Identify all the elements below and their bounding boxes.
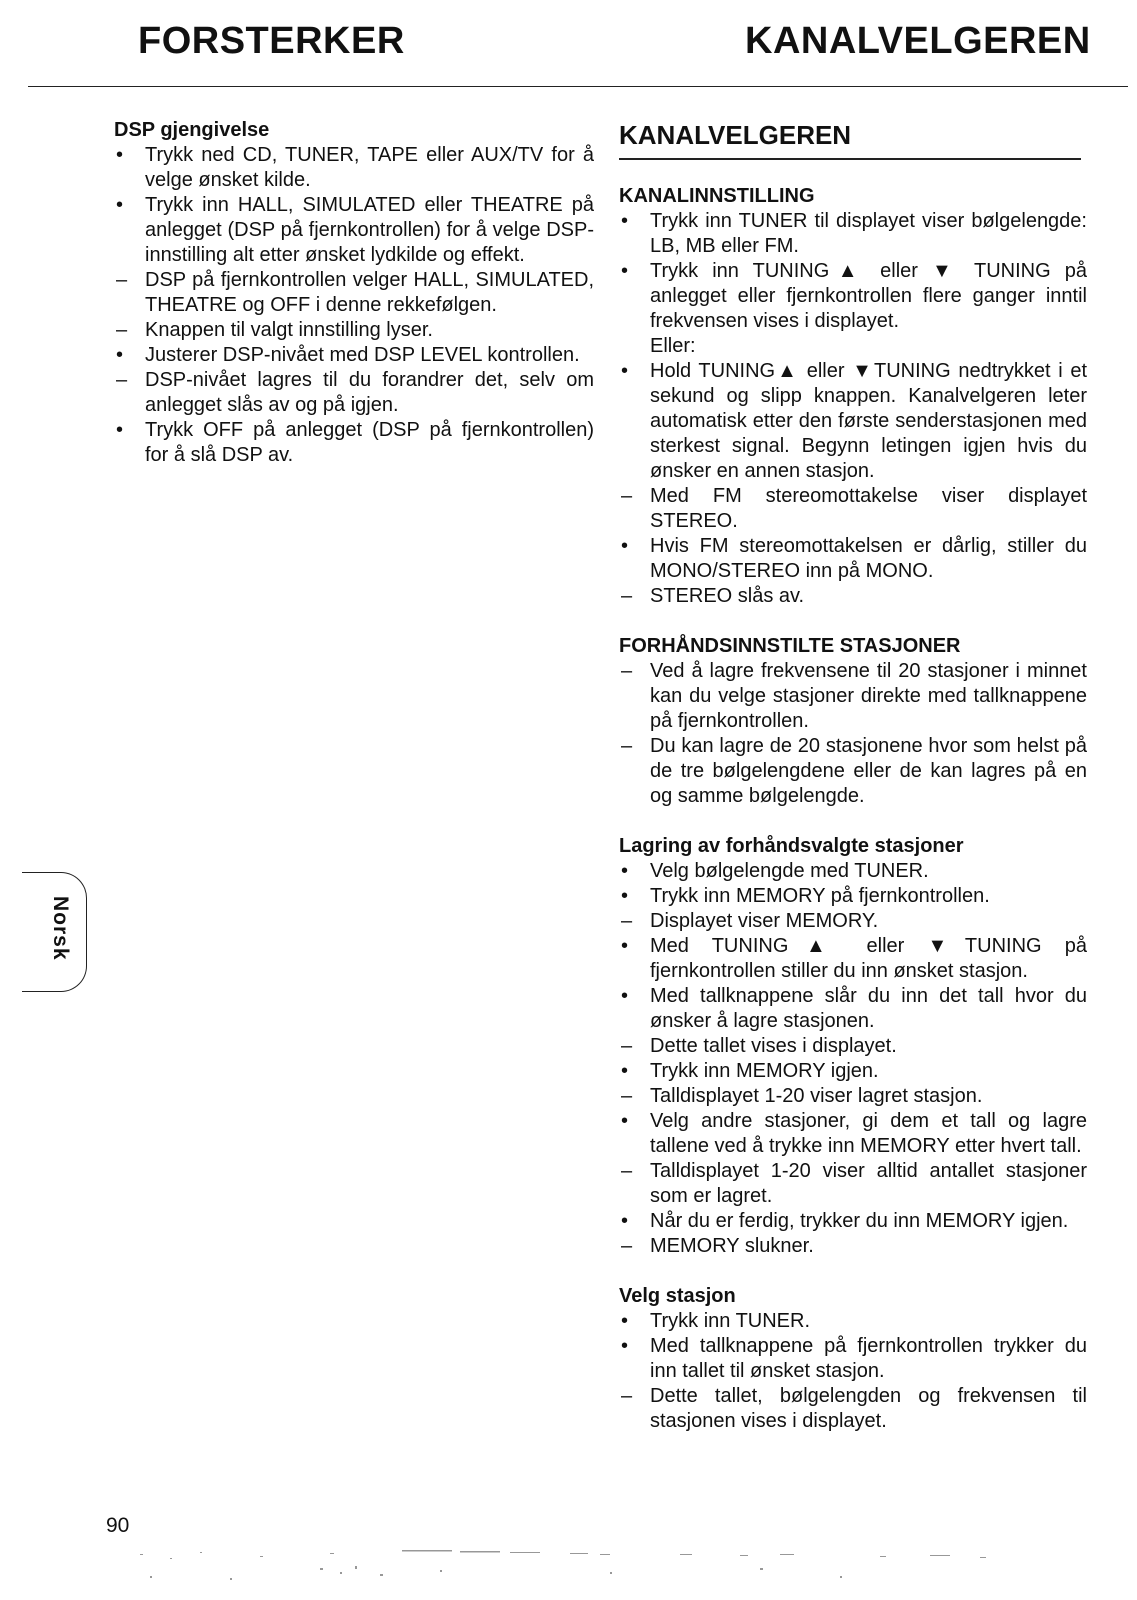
list-item-text: MEMORY slukner. [650, 1235, 814, 1257]
list-item [619, 859, 1087, 884]
list-item [114, 268, 594, 318]
list-item [114, 368, 594, 418]
list-item-text: Trykk inn TUNER. [650, 1310, 811, 1332]
list-marker: – [621, 485, 633, 507]
list-item-text: Velg andre stasjoner, gi dem et tall og lagre tallene ved å trykke inn MEMORY etter hvert tall. [650, 1110, 1087, 1157]
list-item-text: Talldisplayet 1-20 viser alltid antallet stasjoner som er lagret. [650, 1160, 1087, 1207]
list-marker: • [621, 1110, 629, 1132]
list-marker: – [621, 1385, 633, 1407]
list-item-text: Med tallknappene slår du inn det tall hvor du ønsker å lagre stasjonen. [650, 985, 1087, 1032]
list-item [619, 1309, 1087, 1334]
list-item-text: Trykk OFF på anlegget (DSP på fjernkontrollen) for å slå DSP av. [145, 419, 594, 466]
section-title-rule [619, 158, 1081, 160]
list-item [619, 209, 1087, 259]
lagring-block [619, 834, 1087, 1259]
list-marker: • [621, 360, 629, 382]
list-marker: • [621, 210, 629, 232]
list-item [619, 734, 1087, 809]
list-item-text: Med TUNING▲ eller ▼TUNING på fjernkontrollen stiller du inn ønsket stasjon. [650, 935, 1087, 982]
list-item [114, 418, 594, 468]
list-item-text: Hvis FM stereomottakelsen er dårlig, stiller du MONO/STEREO inn på MONO. [650, 535, 1087, 582]
kanalinnstilling-block [619, 184, 1087, 609]
list-item [619, 1384, 1087, 1434]
list-item [114, 193, 594, 268]
list-marker: • [621, 260, 629, 282]
list-item-text: Dette tallet vises i displayet. [650, 1035, 897, 1057]
list-item [619, 1234, 1087, 1259]
header-right-title: KANALVELGEREN [745, 20, 1091, 62]
list-marker: • [621, 935, 629, 957]
dsp-list [114, 143, 594, 468]
list-marker: – [116, 369, 128, 391]
list-marker: – [621, 910, 633, 932]
list-item-text: Justerer DSP-nivået med DSP LEVEL kontrollen. [145, 344, 580, 366]
list-item-text: Displayet viser MEMORY. [650, 910, 879, 932]
velg-stasjon-block [619, 1284, 1087, 1434]
list-item [619, 1059, 1087, 1084]
list-item-text: Trykk inn MEMORY på fjernkontrollen. [650, 885, 990, 907]
list-item-text: Eller: [650, 335, 696, 357]
list-marker: • [116, 194, 124, 216]
list-item [619, 334, 1087, 359]
list-item [114, 343, 594, 368]
list-marker: – [116, 269, 128, 291]
kanalinnstilling-list [619, 209, 1087, 609]
list-item-text: Med tallknappene på fjernkontrollen trykker du inn tallet til ønsket stasjon. [650, 1335, 1087, 1382]
list-item [619, 909, 1087, 934]
list-marker: – [621, 1035, 633, 1057]
list-item [619, 884, 1087, 909]
dsp-heading: DSP gjengivelse [114, 119, 270, 141]
list-marker: • [621, 1310, 629, 1332]
header-rule [28, 86, 1128, 87]
list-item [619, 1084, 1087, 1109]
list-item [619, 934, 1087, 984]
list-item [619, 484, 1087, 534]
list-marker: • [621, 860, 629, 882]
list-item [619, 1034, 1087, 1059]
list-item [619, 259, 1087, 334]
list-item-text: Med FM stereomottakelse viser displayet STEREO. [650, 485, 1087, 532]
list-item [619, 534, 1087, 584]
scan-noise-decoration [140, 1548, 1020, 1588]
list-marker: • [621, 985, 629, 1007]
lagring-list [619, 859, 1087, 1259]
list-marker: – [621, 585, 633, 607]
forhandsinnstilte-block [619, 634, 1087, 809]
list-marker: – [621, 1085, 633, 1107]
section-title: KANALVELGEREN [619, 120, 852, 150]
list-marker: • [621, 1210, 629, 1232]
right-column [619, 118, 1087, 1459]
list-item [619, 359, 1087, 484]
left-column [114, 118, 594, 468]
list-item-text: Trykk inn MEMORY igjen. [650, 1060, 879, 1082]
list-item-text: Ved å lagre frekvensene til 20 stasjoner i minnet kan du velge stasjoner direkte med tallknappene på fjernkontrollen. [650, 660, 1087, 732]
list-item-text: Knappen til valgt innstilling lyser. [145, 319, 433, 341]
lagring-heading: Lagring av forhåndsvalgte stasjoner [619, 835, 964, 857]
list-marker: • [116, 344, 124, 366]
list-item-text: Trykk inn TUNING▲ eller ▼ TUNING på anlegget eller fjernkontrollen flere ganger inntil frekvensen vises i displayet. [650, 260, 1087, 332]
list-item-text: Når du er ferdig, trykker du inn MEMORY igjen. [650, 1210, 1069, 1232]
list-item [619, 1109, 1087, 1159]
list-item-text: Trykk inn HALL, SIMULATED eller THEATRE på anlegget (DSP på fjernkontrollen) for å velge DSP-innstilling alt etter ønsket lydkilde og effekt. [145, 194, 594, 266]
list-item [619, 984, 1087, 1034]
list-marker: – [621, 1160, 633, 1182]
list-marker: • [621, 885, 629, 907]
forhandsinnstilte-heading: FORHÅNDSINNSTILTE STASJONER [619, 635, 961, 657]
list-item [114, 143, 594, 193]
list-marker: – [621, 1235, 633, 1257]
list-item-text: STEREO slås av. [650, 585, 805, 607]
list-marker: • [116, 419, 124, 441]
list-marker: • [621, 1060, 629, 1082]
list-marker: – [116, 319, 128, 341]
list-item [619, 1209, 1087, 1234]
list-marker: • [621, 1335, 629, 1357]
list-item-text: DSP-nivået lagres til du forandrer det, selv om anlegget slås av og på igjen. [145, 369, 594, 416]
list-item [619, 584, 1087, 609]
list-marker: • [621, 535, 629, 557]
list-item-text: Du kan lagre de 20 stasjonene hvor som helst på de tre bølgelengdene eller de kan lagres på en og samme bølgelengde. [650, 735, 1087, 807]
list-marker: – [621, 660, 633, 682]
list-item [114, 318, 594, 343]
list-item-text: Trykk inn TUNER til displayet viser bølgelengde: LB, MB eller FM. [650, 210, 1087, 257]
forhandsinnstilte-list [619, 659, 1087, 809]
list-item-text: Velg bølgelengde med TUNER. [650, 860, 929, 882]
list-item-text: DSP på fjernkontrollen velger HALL, SIMULATED, THEATRE og OFF i denne rekkefølgen. [145, 269, 594, 316]
list-marker: • [116, 144, 124, 166]
header-left-title: FORSTERKER [138, 20, 405, 62]
list-item [619, 1159, 1087, 1209]
list-item [619, 1334, 1087, 1384]
list-marker: – [621, 735, 633, 757]
list-item-text: Dette tallet, bølgelengden og frekvensen til stasjonen vises i displayet. [650, 1385, 1087, 1432]
velg-stasjon-list [619, 1309, 1087, 1434]
list-item [619, 659, 1087, 734]
language-tab-label: Norsk [49, 896, 72, 961]
velg-stasjon-heading: Velg stasjon [619, 1285, 736, 1307]
list-item-text: Trykk ned CD, TUNER, TAPE eller AUX/TV for å velge ønsket kilde. [145, 144, 594, 191]
list-item-text: Talldisplayet 1-20 viser lagret stasjon. [650, 1085, 983, 1107]
kanalinnstilling-heading: KANALINNSTILLING [619, 185, 815, 207]
page-number: 90 [106, 1514, 130, 1537]
list-item-text: Hold TUNING▲ eller ▼TUNING nedtrykket i et sekund og slipp knappen. Kanalvelgeren leter automatisk etter den første senderstasjonen med sterkest signal. Begynn letingen igjen hvis du ønsker en annen stasjon. [650, 360, 1087, 482]
